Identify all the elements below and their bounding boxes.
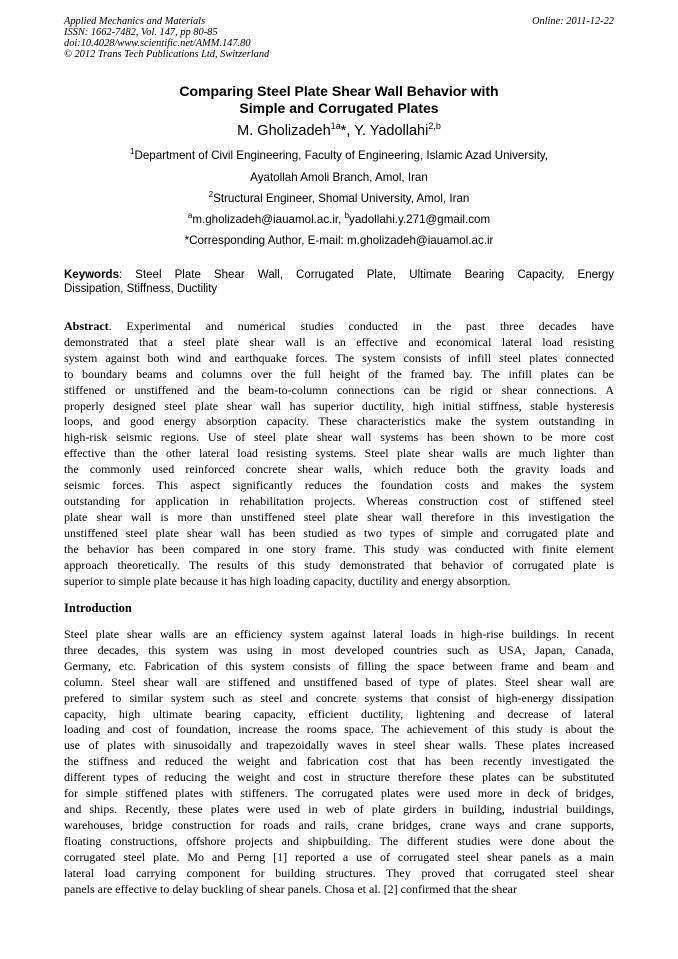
- author-1-name: M. Gholizadeh: [237, 123, 331, 139]
- paragraph-line: lateral load carrying component for building structures. They proved that corrugated steel shear: [64, 865, 614, 880]
- paper-title: [64, 83, 614, 117]
- corresponding-author: *Corresponding Author, E-mail: m.gholizadeh@iauamol.ac.ir: [184, 234, 494, 247]
- introduction-heading: Introduction: [64, 601, 132, 615]
- copyright-line: © 2012 Trans Tech Publications Ltd, Switzerland: [64, 49, 270, 60]
- paragraph-line: Germany, etc. Fabrication of this system consists of filling the space between frame and beam and: [64, 658, 614, 673]
- introduction-block: [64, 627, 614, 897]
- paragraph-line: effective than the other lateral load resisting systems. Steel plate shear walls are much lighter than: [64, 446, 614, 461]
- paragraph-line: Steel plate shear walls are an efficiency system against lateral loads in high-rise buildings. In recent: [64, 627, 614, 641]
- paragraph-line: superior to simple plate because it has high loading capacity, ductility and energy absorption.: [64, 573, 511, 588]
- keywords-line-1: [64, 268, 614, 282]
- paragraph-line: outstanding for application in rehabilitation projects. Whereas construction cost of stiffened steel: [64, 493, 614, 508]
- email-line: [64, 213, 614, 227]
- email-b-mark: b: [344, 211, 350, 220]
- abstract-first-line-text: . Experimental and numerical studies conducted in the past three decades have: [108, 319, 614, 333]
- issn-line: ISSN: 1662-7482, Vol. 147, pp 80-85: [64, 27, 218, 38]
- paragraph-line: column. Steel shear wall are stiffened and unstiffened based of type of plates. Steel shear wall are: [64, 674, 614, 689]
- author-1-affiliation-mark: 1a: [330, 121, 341, 131]
- paragraph-line: three decades, this system was using in most developed countries such as USA, Japan, Canada,: [64, 642, 614, 657]
- paragraph-line: prefered to similar system such as steel and concrete systems that consist of high-energy dissipation: [64, 690, 614, 705]
- paragraph-line: seismic forces. This aspect significantly reduces the foundation costs and makes the system: [64, 478, 614, 493]
- email-a-mark: a: [187, 211, 193, 220]
- paragraph-line: high-risk seismic regions. Use of steel plate shear wall systems has been shown to be more cost: [64, 430, 614, 445]
- doi-line: doi:10.4028/www.scientific.net/AMM.147.80: [64, 38, 251, 49]
- affiliation-1-line-2: Ayatollah Amoli Branch, Amol, Iran: [250, 171, 428, 184]
- paragraph-line: stiffened or unstiffened and the beam-to-column connections can be rigid or shear connections. A: [64, 382, 614, 397]
- paragraph-line: for simple stiffened plates with stiffeners. The corrugated plates were used more in deck of bridges,: [64, 786, 614, 801]
- affiliation-2: [64, 192, 614, 206]
- title-line-2: Simple and Corrugated Plates: [239, 100, 439, 116]
- keywords-line-2: Dissipation, Stiffness, Ductility: [64, 283, 218, 296]
- abstract-block: [64, 319, 614, 589]
- paragraph-line: loading and cost of foundation, increase the rooms space. The achievement of this study is about the: [64, 722, 614, 737]
- author-2-name: Y. Yadollahi: [354, 123, 429, 139]
- keywords-block: [64, 268, 614, 296]
- paragraph-line: warehouses, bridge construction for roads and rails, crane bridges, crane ways and crane supports,: [64, 817, 614, 832]
- paragraph-line: corrugated steel plate. Mo and Perng [1] reported a use of corrugated steel shear panels as a main: [64, 849, 614, 864]
- email-b[interactable]: yadollahi.y.271@gmail.com: [349, 213, 491, 226]
- affiliation-1-mark: 1: [130, 147, 135, 156]
- paragraph-line: plate shear wall is more than unstiffened steel plate shear wall therefore in this investigation the: [64, 509, 614, 524]
- paragraph-line: to boundary beams and columns over the full height of the framed bay. The infill plates can be: [64, 366, 614, 381]
- keywords-text-1: : Steel Plate Shear Wall, Corrugated Plate, Ultimate Bearing Capacity, Energy: [118, 269, 614, 281]
- affiliation-1-line-1: [64, 149, 614, 163]
- paragraph-line: and ships. Recently, these plates were used in web of plate girders in building, industrial buildings,: [64, 801, 614, 816]
- author-list: [64, 122, 614, 140]
- paragraph-line: the stiffness and reduced the weight and fabrication cost that has been recently investigated the: [64, 754, 614, 769]
- author-2-affiliation-mark: 2,b: [428, 121, 441, 131]
- paragraph-line: different types of reducing the weight and cost in structure therefore these plates can be substituted: [64, 770, 614, 785]
- paragraph-line: unstiffened steel plate shear wall has been studied as two types of simple and corrugated plate and: [64, 525, 614, 540]
- paragraph-line: the commonly used reinforced concrete shear walls, which reduce both the gravity loads and: [64, 462, 614, 477]
- paragraph-line: panels are effective to delay buckling of shear panels. Chosa et al. [2] confirmed that the shear: [64, 881, 517, 896]
- paragraph-line: approach theoretically. The results of this study demonstrated that behavior of corrugated plate is: [64, 557, 614, 572]
- email-a[interactable]: m.gholizadeh@iauamol.ac.ir,: [192, 213, 345, 226]
- paragraph-line: loops, and good energy absorption capacity. These characteristics make the system outstanding in: [64, 414, 614, 429]
- online-date: Online: 2011-12-22: [531, 16, 614, 27]
- journal-name: Applied Mechanics and Materials: [64, 16, 206, 27]
- affiliation-2-mark: 2: [208, 190, 214, 199]
- publication-info: [64, 16, 424, 60]
- title-line-1: Comparing Steel Plate Shear Wall Behavior with: [179, 83, 499, 99]
- paragraph-line: properly designed steel plate shear wall has superior ductility, high initial stiffness, stable hysteresis: [64, 398, 614, 413]
- paragraph-line: capacity, high ultimate bearing capacity, efficient ductility, lightening and decrease of lateral: [64, 706, 614, 721]
- affiliation-2-text: Structural Engineer, Shomal University, Amol, Iran: [213, 192, 470, 205]
- affiliation-1-text: Department of Civil Engineering, Faculty of Engineering, Islamic Azad University,: [134, 149, 548, 162]
- abstract-line: [64, 319, 614, 335]
- paragraph-line: floating constructions, offshore projects and shipbuilding. The different studies were done about the: [64, 833, 614, 848]
- paragraph-line: system against both wind and earthquake forces. The system consists of infill steel plates connected: [64, 350, 614, 365]
- corresponding-mark: *,: [340, 123, 355, 139]
- paragraph-line: use of plates with sinusoidally and trapezoidally waves in steel shear walls. These plates increased: [64, 738, 614, 753]
- keywords-label: Keywords: [64, 269, 119, 281]
- abstract-label: Abstract: [64, 319, 109, 333]
- paragraph-line: the behavior has been compared in one story frame. This study was conducted with finite element: [64, 541, 614, 556]
- paragraph-line: demonstrated that a steel plate shear wall is an effective and economical lateral load resisting: [64, 334, 614, 349]
